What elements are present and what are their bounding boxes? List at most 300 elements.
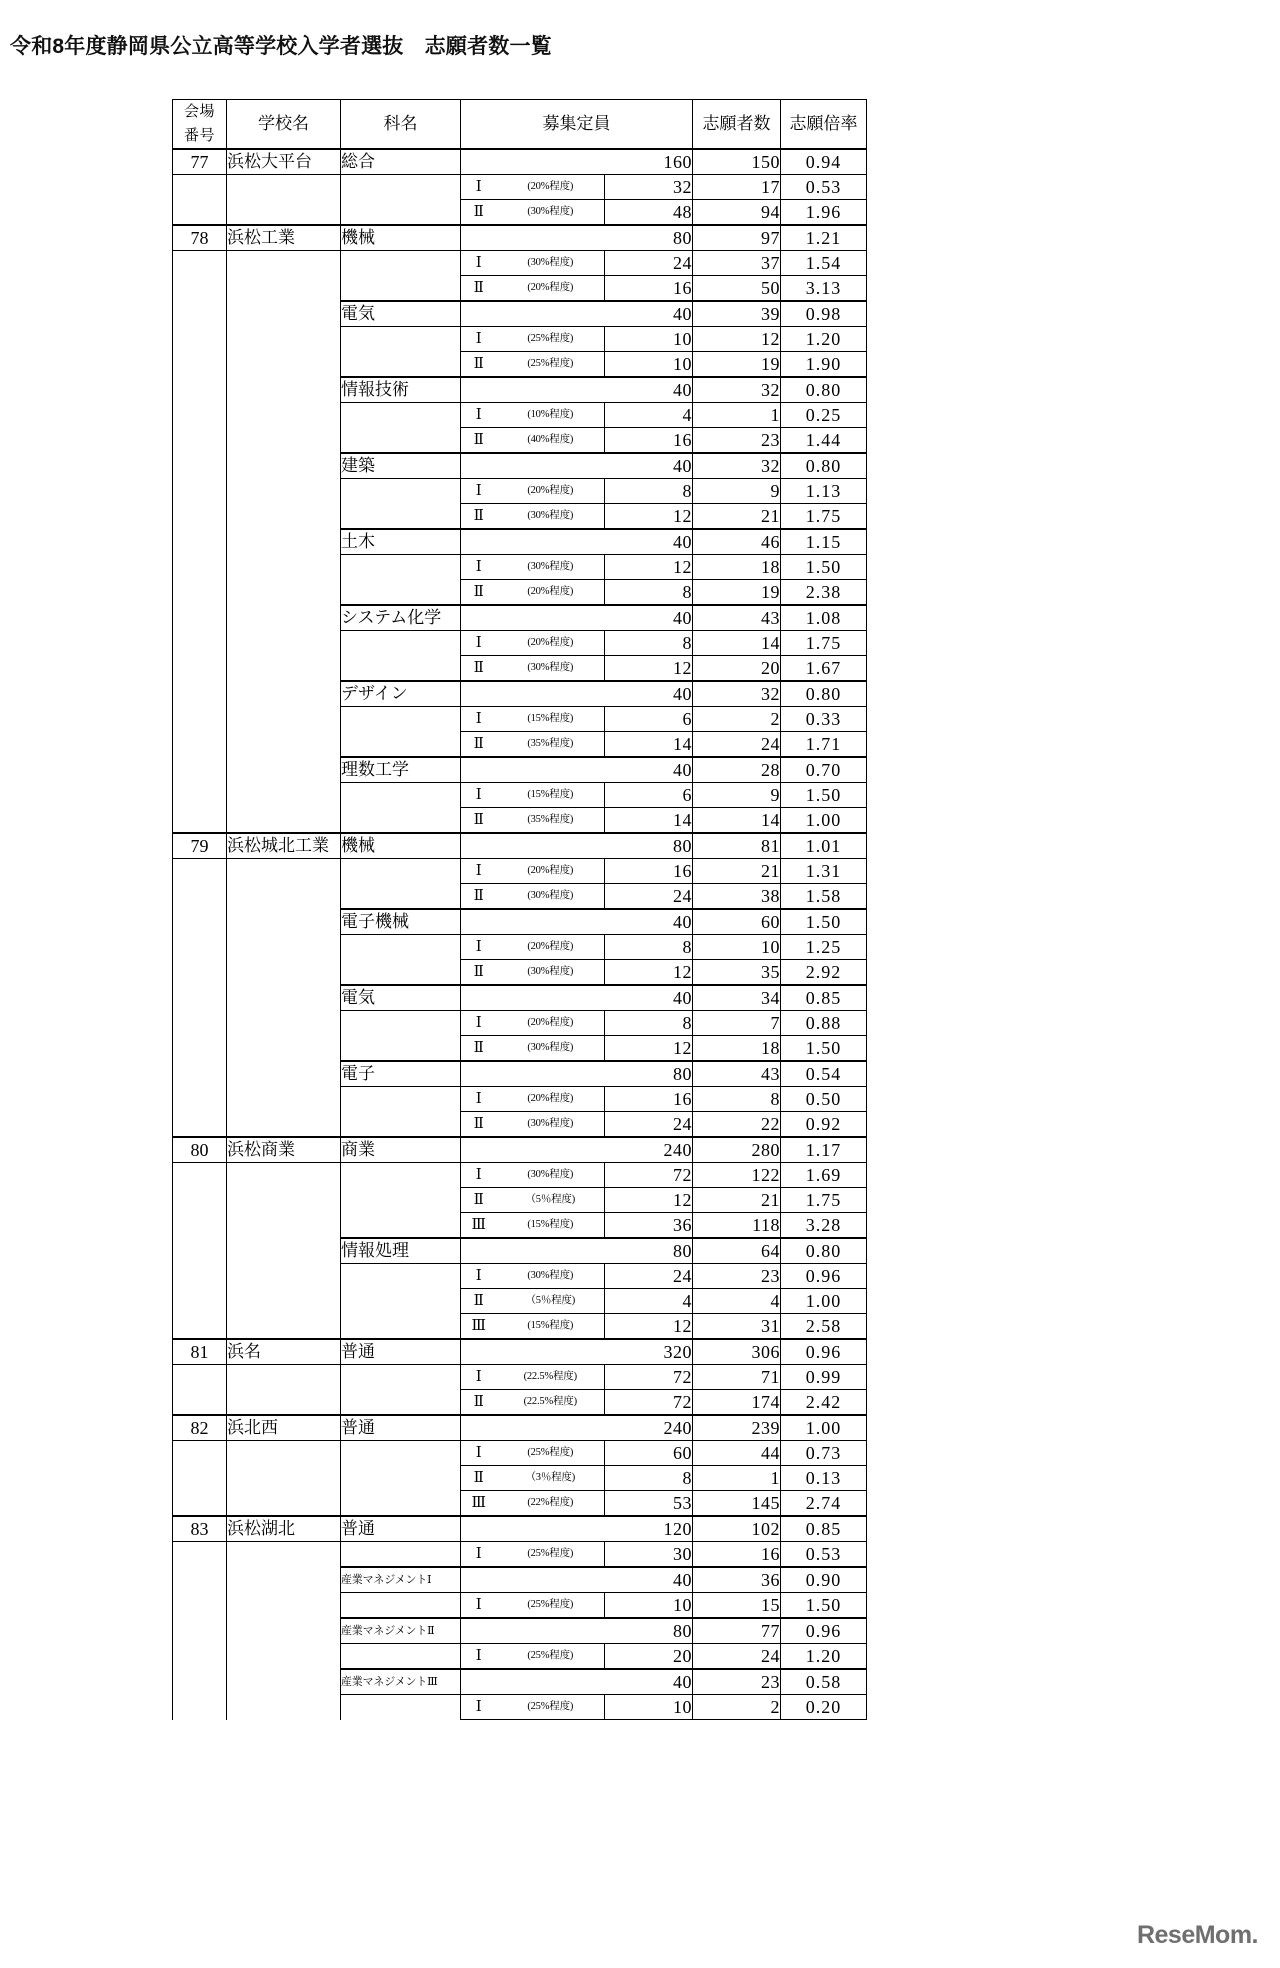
- table-row: [173, 1491, 867, 1517]
- cell-selection-rank: Ⅰ: [461, 1542, 497, 1568]
- cell-course-name: [341, 200, 461, 226]
- cell-venue-number: [173, 1264, 227, 1289]
- cell-venue-number: [173, 1644, 227, 1670]
- cell-course-name: [341, 1163, 461, 1188]
- cell-selection-rank: Ⅰ: [461, 1644, 497, 1670]
- cell-school-name: [227, 1593, 341, 1619]
- header-course-name: 科名: [341, 100, 461, 150]
- cell-school-name: [227, 1036, 341, 1062]
- cell-capacity: 24: [605, 251, 693, 276]
- cell-selection-rank: Ⅱ: [461, 884, 497, 910]
- cell-venue-number: 77: [173, 149, 227, 175]
- cell-selection-rank: Ⅰ: [461, 631, 497, 656]
- table-row: [173, 707, 867, 732]
- cell-capacity: 320: [461, 1339, 693, 1365]
- cell-selection-rank: Ⅱ: [461, 1466, 497, 1491]
- cell-course-name: 土木: [341, 529, 461, 555]
- cell-selection-rank: Ⅰ: [461, 783, 497, 808]
- table-row: [173, 453, 867, 479]
- cell-capacity: 80: [461, 225, 693, 251]
- cell-applicants: 9: [693, 783, 781, 808]
- table-row: [173, 909, 867, 935]
- cell-selection-rank: Ⅱ: [461, 1036, 497, 1062]
- cell-selection-percent: （5％程度): [497, 1289, 605, 1314]
- cell-selection-percent: (30%程度): [497, 1163, 605, 1188]
- cell-course-name: デザイン: [341, 681, 461, 707]
- cell-venue-number: [173, 1542, 227, 1568]
- cell-course-name: [341, 1011, 461, 1036]
- cell-course-name: [341, 783, 461, 808]
- cell-school-name: [227, 327, 341, 352]
- cell-ratio: 0.99: [781, 1365, 867, 1390]
- table-row: [173, 251, 867, 276]
- cell-capacity: 40: [461, 605, 693, 631]
- cell-ratio: 1.75: [781, 631, 867, 656]
- table-row: [173, 1669, 867, 1695]
- cell-venue-number: [173, 1163, 227, 1188]
- cell-venue-number: 83: [173, 1516, 227, 1542]
- cell-capacity: 4: [605, 403, 693, 428]
- cell-ratio: 2.38: [781, 580, 867, 606]
- cell-selection-percent: (15%程度): [497, 1213, 605, 1239]
- table-row: [173, 1289, 867, 1314]
- table-row: [173, 1542, 867, 1568]
- cell-ratio: 1.50: [781, 783, 867, 808]
- table-row: [173, 276, 867, 302]
- cell-venue-number: [173, 960, 227, 986]
- cell-school-name: [227, 656, 341, 682]
- cell-applicants: 4: [693, 1289, 781, 1314]
- table-row: [173, 1516, 867, 1542]
- cell-course-name: 産業マネジメントⅠ: [341, 1567, 461, 1593]
- table-row: [173, 1061, 867, 1087]
- cell-course-name: [341, 1695, 461, 1720]
- cell-capacity: 8: [605, 935, 693, 960]
- cell-venue-number: [173, 453, 227, 479]
- cell-capacity: 10: [605, 327, 693, 352]
- cell-selection-percent: (30%程度): [497, 1112, 605, 1138]
- cell-applicants: 43: [693, 1061, 781, 1087]
- cell-selection-percent: (40%程度): [497, 428, 605, 454]
- table-row: [173, 1695, 867, 1720]
- cell-selection-percent: (20%程度): [497, 1011, 605, 1036]
- cell-venue-number: [173, 352, 227, 378]
- cell-ratio: 1.44: [781, 428, 867, 454]
- table-row: [173, 1314, 867, 1340]
- cell-selection-percent: (25%程度): [497, 1593, 605, 1619]
- cell-course-name: [341, 1264, 461, 1289]
- table-row: [173, 1011, 867, 1036]
- table-row: [173, 960, 867, 986]
- cell-applicants: 8: [693, 1087, 781, 1112]
- cell-venue-number: [173, 985, 227, 1011]
- cell-capacity: 40: [461, 1669, 693, 1695]
- cell-course-name: 総合: [341, 149, 461, 175]
- cell-capacity: 40: [461, 377, 693, 403]
- cell-ratio: 2.42: [781, 1390, 867, 1416]
- cell-selection-percent: (30%程度): [497, 656, 605, 682]
- cell-capacity: 8: [605, 1466, 693, 1491]
- cell-applicants: 280: [693, 1137, 781, 1163]
- cell-course-name: 産業マネジメントⅢ: [341, 1669, 461, 1695]
- cell-selection-rank: Ⅲ: [461, 1314, 497, 1340]
- cell-course-name: [341, 1542, 461, 1568]
- table-row: [173, 1390, 867, 1416]
- cell-capacity: 240: [461, 1415, 693, 1441]
- cell-selection-percent: (22.5%程度): [497, 1390, 605, 1416]
- cell-selection-rank: Ⅰ: [461, 1011, 497, 1036]
- cell-applicants: 24: [693, 1644, 781, 1670]
- cell-applicants: 14: [693, 631, 781, 656]
- cell-capacity: 8: [605, 580, 693, 606]
- cell-course-name: [341, 1289, 461, 1314]
- cell-applicants: 18: [693, 1036, 781, 1062]
- cell-school-name: [227, 555, 341, 580]
- cell-applicants: 21: [693, 504, 781, 530]
- cell-selection-percent: (22%程度): [497, 1491, 605, 1517]
- cell-venue-number: [173, 757, 227, 783]
- cell-school-name: [227, 428, 341, 454]
- header-capacity: 募集定員: [461, 100, 693, 150]
- cell-selection-rank: Ⅱ: [461, 808, 497, 834]
- cell-venue-number: [173, 1314, 227, 1340]
- table-row: [173, 200, 867, 226]
- cell-applicants: 17: [693, 175, 781, 200]
- cell-ratio: 0.96: [781, 1618, 867, 1644]
- cell-venue-number: [173, 681, 227, 707]
- cell-selection-rank: Ⅲ: [461, 1491, 497, 1517]
- cell-applicants: 10: [693, 935, 781, 960]
- cell-selection-rank: Ⅱ: [461, 1390, 497, 1416]
- cell-venue-number: [173, 1238, 227, 1264]
- table-row: [173, 1264, 867, 1289]
- cell-school-name: [227, 1390, 341, 1416]
- cell-capacity: 40: [461, 529, 693, 555]
- cell-school-name: 浜北西: [227, 1415, 341, 1441]
- cell-venue-number: [173, 479, 227, 504]
- header-school-name: 学校名: [227, 100, 341, 150]
- header-applicants: 志願者数: [693, 100, 781, 150]
- cell-venue-number: 78: [173, 225, 227, 251]
- cell-venue-number: [173, 428, 227, 454]
- cell-school-name: [227, 808, 341, 834]
- cell-ratio: 3.13: [781, 276, 867, 302]
- cell-capacity: 30: [605, 1542, 693, 1568]
- cell-school-name: [227, 1112, 341, 1138]
- cell-applicants: 28: [693, 757, 781, 783]
- cell-applicants: 43: [693, 605, 781, 631]
- cell-venue-number: [173, 859, 227, 884]
- cell-course-name: [341, 1036, 461, 1062]
- cell-course-name: 電子: [341, 1061, 461, 1087]
- cell-capacity: 14: [605, 808, 693, 834]
- cell-capacity: 60: [605, 1441, 693, 1466]
- cell-selection-rank: Ⅰ: [461, 1163, 497, 1188]
- cell-school-name: [227, 276, 341, 302]
- cell-selection-percent: (20%程度): [497, 859, 605, 884]
- cell-capacity: 80: [461, 833, 693, 859]
- table-body: [173, 149, 867, 1720]
- cell-capacity: 80: [461, 1618, 693, 1644]
- cell-ratio: 1.50: [781, 909, 867, 935]
- table-row: [173, 377, 867, 403]
- cell-ratio: 0.73: [781, 1441, 867, 1466]
- cell-ratio: 2.58: [781, 1314, 867, 1340]
- cell-applicants: 34: [693, 985, 781, 1011]
- cell-capacity: 40: [461, 301, 693, 327]
- cell-selection-percent: (30%程度): [497, 884, 605, 910]
- cell-venue-number: [173, 1011, 227, 1036]
- cell-capacity: 10: [605, 1695, 693, 1720]
- table-row: [173, 1466, 867, 1491]
- table-row: [173, 555, 867, 580]
- cell-ratio: 1.71: [781, 732, 867, 758]
- cell-school-name: [227, 1289, 341, 1314]
- cell-course-name: [341, 631, 461, 656]
- cell-selection-percent: (10%程度): [497, 403, 605, 428]
- cell-school-name: [227, 453, 341, 479]
- table-row: [173, 1238, 867, 1264]
- cell-venue-number: [173, 1441, 227, 1466]
- header-ratio: 志願倍率: [781, 100, 867, 150]
- cell-venue-number: [173, 1593, 227, 1619]
- cell-capacity: 72: [605, 1365, 693, 1390]
- page-title: 令和8年度静岡県公立高等学校入学者選抜 志願者数一覧: [10, 35, 552, 58]
- cell-ratio: 1.25: [781, 935, 867, 960]
- cell-capacity: 12: [605, 555, 693, 580]
- cell-applicants: 150: [693, 149, 781, 175]
- cell-capacity: 10: [605, 1593, 693, 1619]
- cell-ratio: 0.54: [781, 1061, 867, 1087]
- cell-ratio: 0.58: [781, 1669, 867, 1695]
- cell-school-name: [227, 200, 341, 226]
- cell-school-name: [227, 935, 341, 960]
- cell-selection-percent: (30%程度): [497, 1264, 605, 1289]
- cell-selection-percent: (25%程度): [497, 352, 605, 378]
- cell-course-name: 建築: [341, 453, 461, 479]
- cell-school-name: [227, 1542, 341, 1568]
- cell-capacity: 20: [605, 1644, 693, 1670]
- table-header: [173, 100, 867, 150]
- cell-applicants: 39: [693, 301, 781, 327]
- cell-capacity: 40: [461, 757, 693, 783]
- cell-ratio: 1.08: [781, 605, 867, 631]
- table-row: [173, 428, 867, 454]
- cell-ratio: 1.31: [781, 859, 867, 884]
- cell-ratio: 0.90: [781, 1567, 867, 1593]
- cell-school-name: [227, 504, 341, 530]
- cell-school-name: [227, 985, 341, 1011]
- cell-applicants: 306: [693, 1339, 781, 1365]
- cell-school-name: [227, 352, 341, 378]
- cell-venue-number: [173, 1061, 227, 1087]
- applicants-table: [172, 99, 867, 1720]
- cell-course-name: [341, 960, 461, 986]
- cell-applicants: 21: [693, 859, 781, 884]
- cell-applicants: 32: [693, 377, 781, 403]
- cell-course-name: [341, 656, 461, 682]
- cell-school-name: [227, 403, 341, 428]
- table-row: [173, 1137, 867, 1163]
- cell-selection-percent: (20%程度): [497, 175, 605, 200]
- cell-selection-rank: Ⅲ: [461, 1213, 497, 1239]
- cell-selection-rank: Ⅱ: [461, 428, 497, 454]
- cell-ratio: 2.74: [781, 1491, 867, 1517]
- cell-course-name: [341, 175, 461, 200]
- cell-school-name: [227, 1213, 341, 1239]
- cell-venue-number: [173, 1213, 227, 1239]
- cell-school-name: 浜松商業: [227, 1137, 341, 1163]
- header-row: [173, 100, 867, 150]
- cell-capacity: 12: [605, 1188, 693, 1213]
- cell-ratio: 0.70: [781, 757, 867, 783]
- cell-venue-number: [173, 1567, 227, 1593]
- cell-ratio: 0.96: [781, 1264, 867, 1289]
- cell-ratio: 0.92: [781, 1112, 867, 1138]
- cell-selection-rank: Ⅱ: [461, 656, 497, 682]
- table-row: [173, 1339, 867, 1365]
- cell-course-name: 普通: [341, 1415, 461, 1441]
- cell-selection-rank: Ⅱ: [461, 1289, 497, 1314]
- cell-course-name: [341, 808, 461, 834]
- cell-applicants: 174: [693, 1390, 781, 1416]
- cell-selection-percent: (20%程度): [497, 276, 605, 302]
- cell-venue-number: [173, 732, 227, 758]
- cell-school-name: [227, 1441, 341, 1466]
- cell-school-name: [227, 1011, 341, 1036]
- cell-ratio: 1.00: [781, 1289, 867, 1314]
- cell-course-name: 電気: [341, 985, 461, 1011]
- cell-ratio: 0.20: [781, 1695, 867, 1720]
- cell-applicants: 2: [693, 707, 781, 732]
- cell-capacity: 14: [605, 732, 693, 758]
- cell-venue-number: [173, 884, 227, 910]
- cell-ratio: 1.00: [781, 808, 867, 834]
- cell-ratio: 1.21: [781, 225, 867, 251]
- cell-ratio: 3.28: [781, 1213, 867, 1239]
- cell-capacity: 40: [461, 681, 693, 707]
- cell-capacity: 16: [605, 276, 693, 302]
- table-row: [173, 175, 867, 200]
- cell-applicants: 97: [693, 225, 781, 251]
- cell-course-name: [341, 1314, 461, 1340]
- cell-course-name: 普通: [341, 1339, 461, 1365]
- cell-capacity: 40: [461, 985, 693, 1011]
- cell-school-name: [227, 1188, 341, 1213]
- cell-school-name: [227, 1238, 341, 1264]
- cell-course-name: [341, 884, 461, 910]
- cell-ratio: 1.69: [781, 1163, 867, 1188]
- cell-applicants: 14: [693, 808, 781, 834]
- table-row: [173, 1441, 867, 1466]
- cell-course-name: 電子機械: [341, 909, 461, 935]
- cell-venue-number: [173, 504, 227, 530]
- cell-capacity: 40: [461, 1567, 693, 1593]
- cell-selection-rank: Ⅰ: [461, 251, 497, 276]
- cell-ratio: 1.67: [781, 656, 867, 682]
- cell-applicants: 81: [693, 833, 781, 859]
- cell-selection-percent: (30%程度): [497, 1036, 605, 1062]
- table-row: [173, 859, 867, 884]
- cell-course-name: 機械: [341, 225, 461, 251]
- cell-capacity: 12: [605, 960, 693, 986]
- cell-ratio: 0.98: [781, 301, 867, 327]
- cell-selection-rank: Ⅰ: [461, 1441, 497, 1466]
- cell-selection-percent: (30%程度): [497, 555, 605, 580]
- cell-selection-percent: (20%程度): [497, 631, 605, 656]
- cell-course-name: [341, 1087, 461, 1112]
- cell-applicants: 35: [693, 960, 781, 986]
- cell-selection-percent: (30%程度): [497, 504, 605, 530]
- cell-selection-percent: (30%程度): [497, 200, 605, 226]
- cell-ratio: 0.80: [781, 377, 867, 403]
- cell-school-name: 浜松工業: [227, 225, 341, 251]
- cell-course-name: [341, 428, 461, 454]
- cell-school-name: [227, 1061, 341, 1087]
- cell-capacity: 48: [605, 200, 693, 226]
- cell-school-name: [227, 301, 341, 327]
- cell-school-name: [227, 479, 341, 504]
- cell-applicants: 7: [693, 1011, 781, 1036]
- cell-ratio: 1.50: [781, 1593, 867, 1619]
- cell-applicants: 36: [693, 1567, 781, 1593]
- cell-selection-rank: Ⅰ: [461, 1087, 497, 1112]
- cell-course-name: [341, 403, 461, 428]
- cell-capacity: 24: [605, 1264, 693, 1289]
- cell-school-name: [227, 605, 341, 631]
- cell-venue-number: [173, 1618, 227, 1644]
- cell-course-name: [341, 1644, 461, 1670]
- table-row: [173, 1618, 867, 1644]
- cell-capacity: 72: [605, 1163, 693, 1188]
- table-row: [173, 1567, 867, 1593]
- cell-selection-rank: Ⅰ: [461, 935, 497, 960]
- cell-venue-number: [173, 175, 227, 200]
- cell-course-name: [341, 1213, 461, 1239]
- table-row: [173, 935, 867, 960]
- cell-course-name: [341, 1188, 461, 1213]
- cell-course-name: [341, 1441, 461, 1466]
- table-row: [173, 504, 867, 530]
- cell-capacity: 12: [605, 656, 693, 682]
- cell-selection-rank: Ⅰ: [461, 403, 497, 428]
- cell-ratio: 0.53: [781, 175, 867, 200]
- cell-ratio: 0.85: [781, 1516, 867, 1542]
- cell-school-name: [227, 681, 341, 707]
- cell-venue-number: [173, 403, 227, 428]
- table-row: [173, 301, 867, 327]
- cell-selection-rank: Ⅰ: [461, 1695, 497, 1720]
- cell-applicants: 145: [693, 1491, 781, 1517]
- applicants-table-container: [172, 99, 857, 1720]
- resemom-watermark: ReseMom.: [1136, 1921, 1258, 1949]
- table-row: [173, 757, 867, 783]
- cell-ratio: 0.80: [781, 1238, 867, 1264]
- cell-capacity: 6: [605, 707, 693, 732]
- cell-ratio: 1.90: [781, 352, 867, 378]
- cell-applicants: 37: [693, 251, 781, 276]
- cell-selection-rank: Ⅰ: [461, 1365, 497, 1390]
- cell-course-name: [341, 276, 461, 302]
- table-row: [173, 681, 867, 707]
- cell-capacity: 10: [605, 352, 693, 378]
- cell-school-name: [227, 884, 341, 910]
- cell-applicants: 102: [693, 1516, 781, 1542]
- cell-applicants: 16: [693, 1542, 781, 1568]
- cell-selection-percent: (25%程度): [497, 1644, 605, 1670]
- cell-course-name: [341, 1466, 461, 1491]
- cell-school-name: [227, 1264, 341, 1289]
